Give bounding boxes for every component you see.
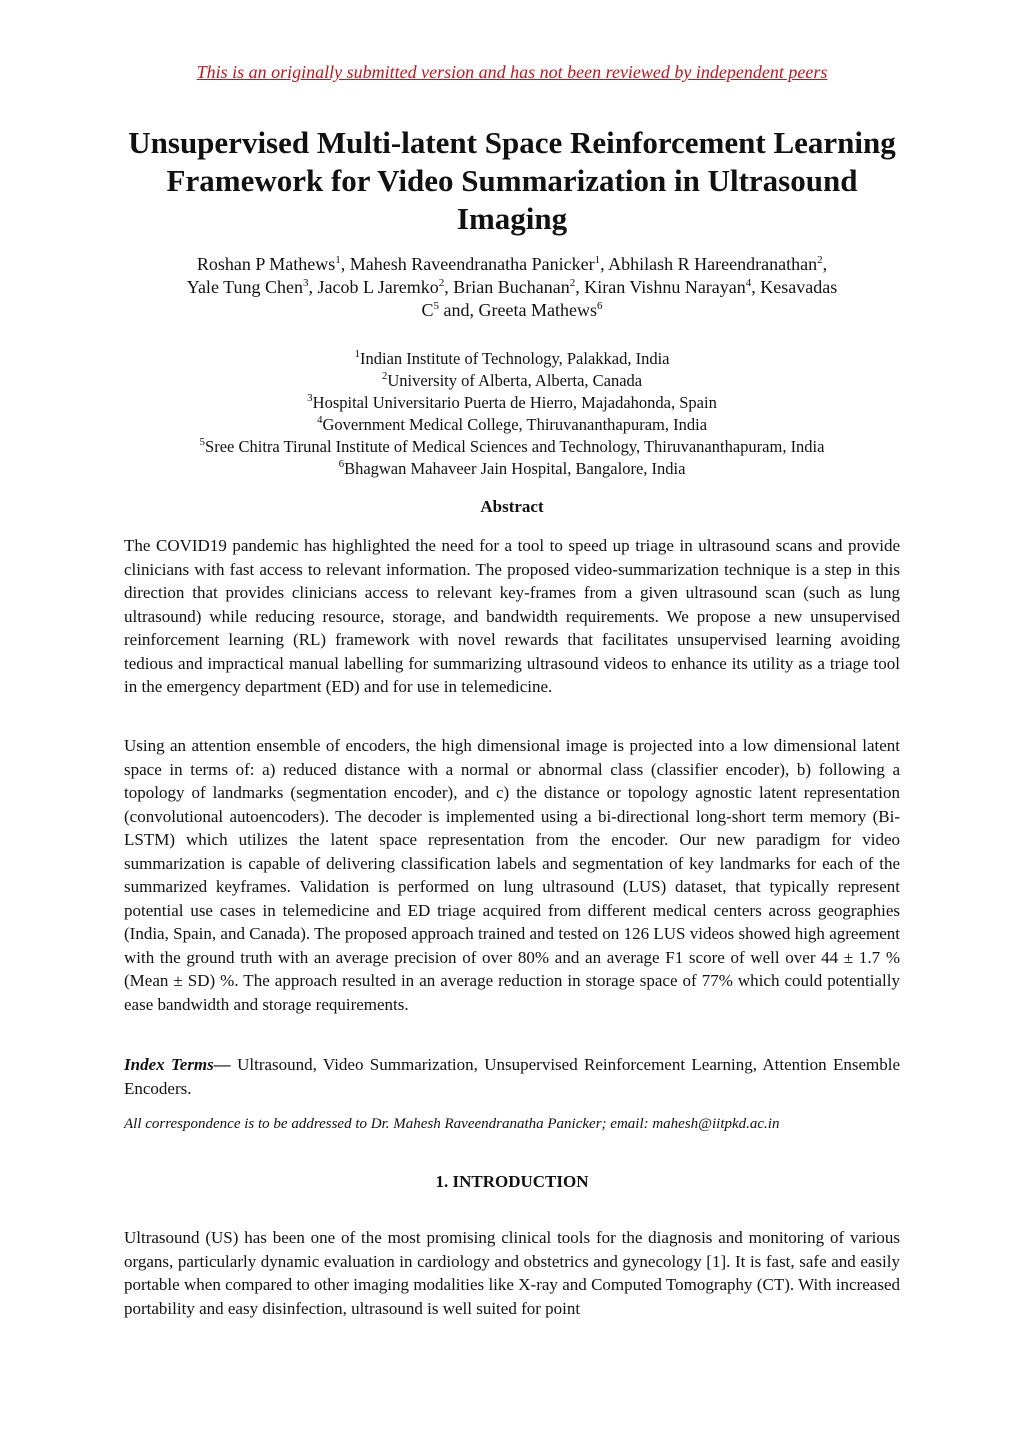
abstract-paragraph: The COVID19 pandemic has highlighted the need for a tool to speed up triage in ultrasound scans and provide clinicians with fast access to relevant information. The proposed video-summarization technique is a step in this direction that provides clinicians access to relevant key-frames from a given ultrasound scan (such as lung ultrasound) while reducing resource, storage, and bandwidth requirements. We propose a new unsupervised reinforcement learning (RL) framework with novel rewards that facilitates unsupervised learning avoiding tedious and impractical manual labelling for summarizing ultrasound videos to enhance its utility as a triage tool in the emergency department (ED) and for use in telemedicine. xyxy=(124,536,900,696)
author-affiliation-mark: 1 xyxy=(594,254,601,266)
abstract-paragraph: Using an attention ensemble of encoders, the high dimensional image is projected into a low dimensional latent space in terms of: a) reduced distance with a normal or abnormal class (classifier encoder), b) following a topology of landmarks (segmentation encoder), and c) the distance or topology agnostic latent representation (convolutional autoencoders). The decoder is implemented using a bi-directional long-short term memory (Bi-LSTM) which utilizes the latent space representation from the encoder. Our new paradigm for video summarization is capable of delivering classification labels and segmentation of key landmarks for each of the summarized keyframes. Validation is performed on lung ultrasound (LUS) dataset, that typically represent potential use cases in telemedicine and ED triage acquired from different medical centers across geographies (India, Spain, and Canada). The proposed approach trained and tested on 126 LUS videos showed high agreement with the ground truth with an average precision of over 80% and an average F1 score of well over 44 ± 1.7 % (Mean ± SD) %. The approach resulted in an average reduction in storage space of 77% which could potentially ease bandwidth and storage requirements. xyxy=(124,736,900,1014)
index-terms-label: Index Terms— xyxy=(124,1055,231,1074)
affiliation-list xyxy=(0,348,1024,480)
affiliation: $^4$Government Medical College, Thiruvananthapuram, India xyxy=(316,414,708,434)
author-name: Brian Buchanan xyxy=(453,277,570,297)
author-affiliation-mark: 2 xyxy=(438,277,445,289)
author-affiliation-mark: 6 xyxy=(596,300,603,312)
index-terms-text: Ultrasound, Video Summarization, Unsupervised Reinforcement Learning, Attention Ensemble Encoders. xyxy=(124,1055,900,1098)
section-heading-introduction: 1. INTRODUCTION xyxy=(435,1172,589,1191)
author-list: Roshan P Mathews$^1$, Mahesh Raveendranatha Panicker$^1$, Abhilash R Hareendranathan$^2$, Yale Tung Chen$^3$, Jacob L Jaremko$^2$, Brian Buchanan$^2$, Kiran Vishnu Narayan$^4$, Kesavadas $C^5$ and, Greeta Mathews$^6$ xyxy=(186,254,838,320)
author-affiliation-mark: 2 xyxy=(569,277,576,289)
paper-title xyxy=(0,124,1024,238)
affiliation: $^3$Hospital Universitario Puerta de Hierro, Majadahonda, Spain xyxy=(307,392,717,412)
author-name: Roshan P Mathews xyxy=(196,254,336,274)
author-name: Greeta Mathews xyxy=(478,300,597,320)
author-name: Jacob L Jaremko xyxy=(317,277,439,297)
author-name: Mahesh Raveendranatha Panicker xyxy=(349,254,595,274)
author-name: Kesavadas xyxy=(760,277,838,297)
affiliation: $^6$Bhagwan Mahaveer Jain Hospital, Bangalore, India xyxy=(338,458,686,478)
title-line: Imaging xyxy=(456,201,568,236)
affiliation: $^1$Indian Institute of Technology, Palakkad, India xyxy=(354,348,670,368)
correspondence-note: All correspondence is to be addressed to Dr. Mahesh Raveendranatha Panicker; email: mahesh@iitpkd.ac.in xyxy=(124,1116,780,1132)
review-notice: This is an originally submitted version and has not been reviewed by independent peers xyxy=(196,62,828,82)
author-affiliation-mark: 5 xyxy=(433,300,440,312)
author-name: C xyxy=(421,300,434,320)
author-name: Yale Tung Chen xyxy=(186,277,303,297)
affiliation: $^5$Sree Chitra Tirunal Institute of Medical Sciences and Technology, Thiruvananthapuram, India xyxy=(199,436,825,456)
index-terms xyxy=(124,1053,900,1100)
author-name: Kiran Vishnu Narayan xyxy=(584,277,746,297)
introduction-paragraph: Ultrasound (US) has been one of the most promising clinical tools for the diagnosis and monitoring of various organs, particularly dynamic evaluation in cardiology and obstetrics and gynecology [1]. It is fast, safe and easily portable when compared to other imaging modalities like X-ray and Computed Tomography (CT). With increased portability and easy disinfection, ultrasound is well suited for point xyxy=(124,1228,900,1318)
author-affiliation-mark: 2 xyxy=(817,254,823,266)
author-name: Abhilash R Hareendranathan xyxy=(608,254,818,274)
title-line: Framework for Video Summarization in Ultrasound xyxy=(166,163,858,198)
abstract-heading: Abstract xyxy=(480,497,544,516)
author-affiliation-mark: 3 xyxy=(302,277,309,289)
affiliation: $^2$University of Alberta, Alberta, Canada xyxy=(381,370,643,390)
title-line: Unsupervised Multi-latent Space Reinforcement Learning xyxy=(128,125,896,160)
author-affiliation-mark: 1 xyxy=(335,254,341,266)
author-affiliation-mark: 4 xyxy=(745,277,752,289)
